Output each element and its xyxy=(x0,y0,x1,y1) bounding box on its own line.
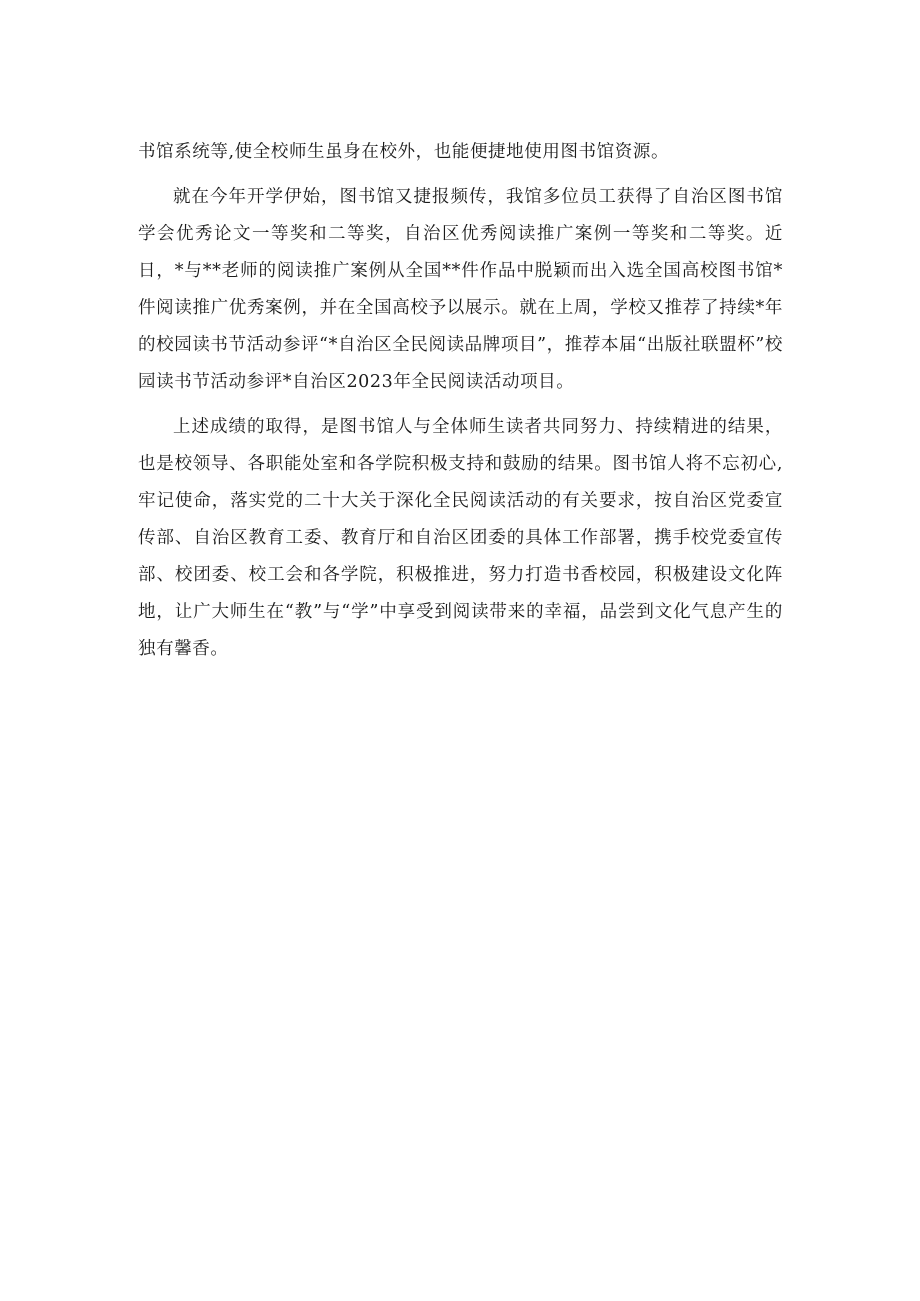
paragraph-continuation: 书馆系统等,使全校师生虽身在校外，也能便捷地使用图书馆资源。 xyxy=(138,142,670,162)
paragraph-conclusion: 上述成绩的取得，是图书馆人与全体师生读者共同努力、持续精进的结果，也是校领导、各职能处室和各学院积极支持和鼓励的结果。图书馆人将不忘初心,牢记使命，落实党的二十大关于深化全民阅读活动的有关要求，按自治区党委宣传部、自治区教育工委、教育厅和自治区团委的具体工作部署，携手校党委宣传部、校团委、校工会和各学院，积极推进，努力打造书香校园，积极建设文化阵地，让广大师生在“教”与“学”中享受到阅读带来的幸福，品尝到文化气息产生的独有馨香。 xyxy=(138,417,783,659)
paragraph-awards: 就在今年开学伊始，图书馆又捷报频传，我馆多位员工获得了自治区图书馆学会优秀论文一等奖和二等奖，自治区优秀阅读推广案例一等奖和二等奖。近日，*与**老师的阅读推广案例从全国**件作品中脱颖而出入选全国高校图书馆*件阅读推广优秀案例，并在全国高校予以展示。就在上周，学校又推荐了持续*年的校园读书节活动参评“*自治区全民阅读品牌项目”，推荐本届“出版社联盟杯”校园读书节活动参评*自治区2023年全民阅读活动项目。 xyxy=(138,187,783,392)
document-body xyxy=(138,134,783,668)
